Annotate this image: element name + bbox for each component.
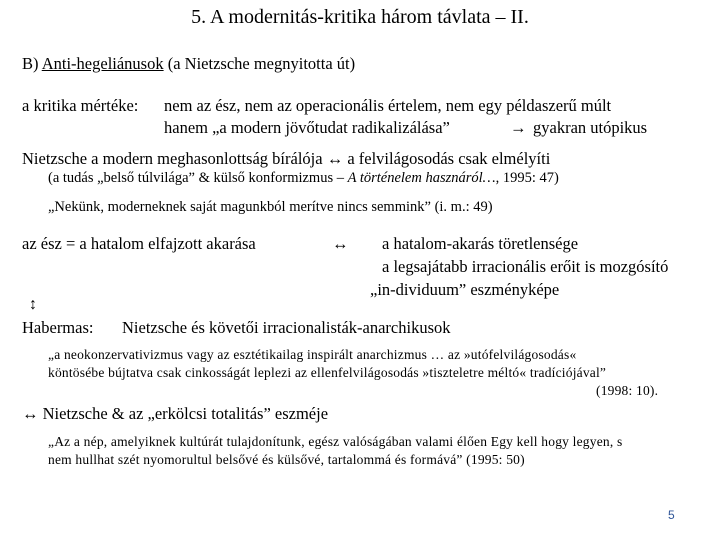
reason-right-line-1: a hatalom-akarás töretlensége bbox=[382, 234, 579, 253]
quote-moderns: „Nekünk, moderneknek saját magunkból merítve nincs semmink” (i. m.: 49) bbox=[48, 199, 493, 215]
quote-habermas-line-3: (1998: 10). bbox=[596, 383, 659, 398]
quote-people-line-1: „Az a nép, amelyiknek kultúrát tulajdonítunk, egész valóságában valami élően Egy kell hogy legyen, s bbox=[48, 434, 623, 449]
section-underlined-term: Anti-hegeliánusok bbox=[41, 54, 164, 73]
criterion-line-2: hanem „a modern jövőtudat radikalizálása” bbox=[164, 118, 450, 137]
reason-right-line-3: „in-dividuum” eszményképe bbox=[370, 280, 560, 299]
totality-line: ↔ Nietzsche & az „erkölcsi totalitás” eszméje bbox=[22, 404, 329, 423]
nietzsche-reference-title: A történelem hasznáról… bbox=[347, 170, 496, 186]
reason-left: az ész = a hatalom elfajzott akarása bbox=[22, 234, 256, 253]
nietzsche-line: Nietzsche a modern meghasonlottság bírálója ↔ a felvilágosodás csak elmélyíti bbox=[22, 149, 551, 168]
section-prefix: B) bbox=[22, 54, 42, 73]
page-number: 5 bbox=[668, 508, 675, 522]
quote-habermas-line-2: köntösébe bújtatva csak cinkosságát leplezi az ellenfelvilágosodás »tiszteletre méltó« tradíciójával” bbox=[48, 365, 607, 380]
criterion-line-1: nem az ész, nem az operacionális értelem, nem egy példaszerű múlt bbox=[164, 96, 612, 115]
nietzsche-reference bbox=[48, 170, 559, 187]
quote-people-line-2: nem hullhat szét nyomorultul belsővé és külsővé, tartalommá és formává” (1995: 50) bbox=[48, 452, 525, 467]
section-suffix: (a Nietzsche megnyitotta út) bbox=[163, 54, 356, 73]
habermas-text: Nietzsche és követői irracionalisták-anarchikusok bbox=[122, 318, 451, 337]
updown-arrow-icon: ↕ bbox=[29, 296, 37, 313]
nietzsche-reference-start: (a tudás „belső túlvilága” & külső konformizmus – bbox=[48, 170, 348, 186]
criterion-line-2-end: gyakran utópikus bbox=[533, 118, 648, 137]
quote-habermas-line-1: „a neokonzervativizmus vagy az esztétikailag inspirált anarchizmus … az »utófelvilágosodás« bbox=[48, 347, 577, 362]
criterion-arrow: → bbox=[510, 118, 527, 137]
section-heading bbox=[22, 54, 355, 74]
nietzsche-reference-end: , 1995: 47) bbox=[495, 170, 559, 186]
page-title: 5. A modernitás-kritika három távlata – II. bbox=[191, 6, 529, 28]
reason-right-line-2: a legsajátabb irracionális erőit is mozgósító bbox=[382, 257, 669, 276]
criterion-label: a kritika mértéke: bbox=[22, 96, 139, 115]
reason-arrow: ↔ bbox=[332, 234, 349, 253]
habermas-label: Habermas: bbox=[22, 318, 94, 337]
